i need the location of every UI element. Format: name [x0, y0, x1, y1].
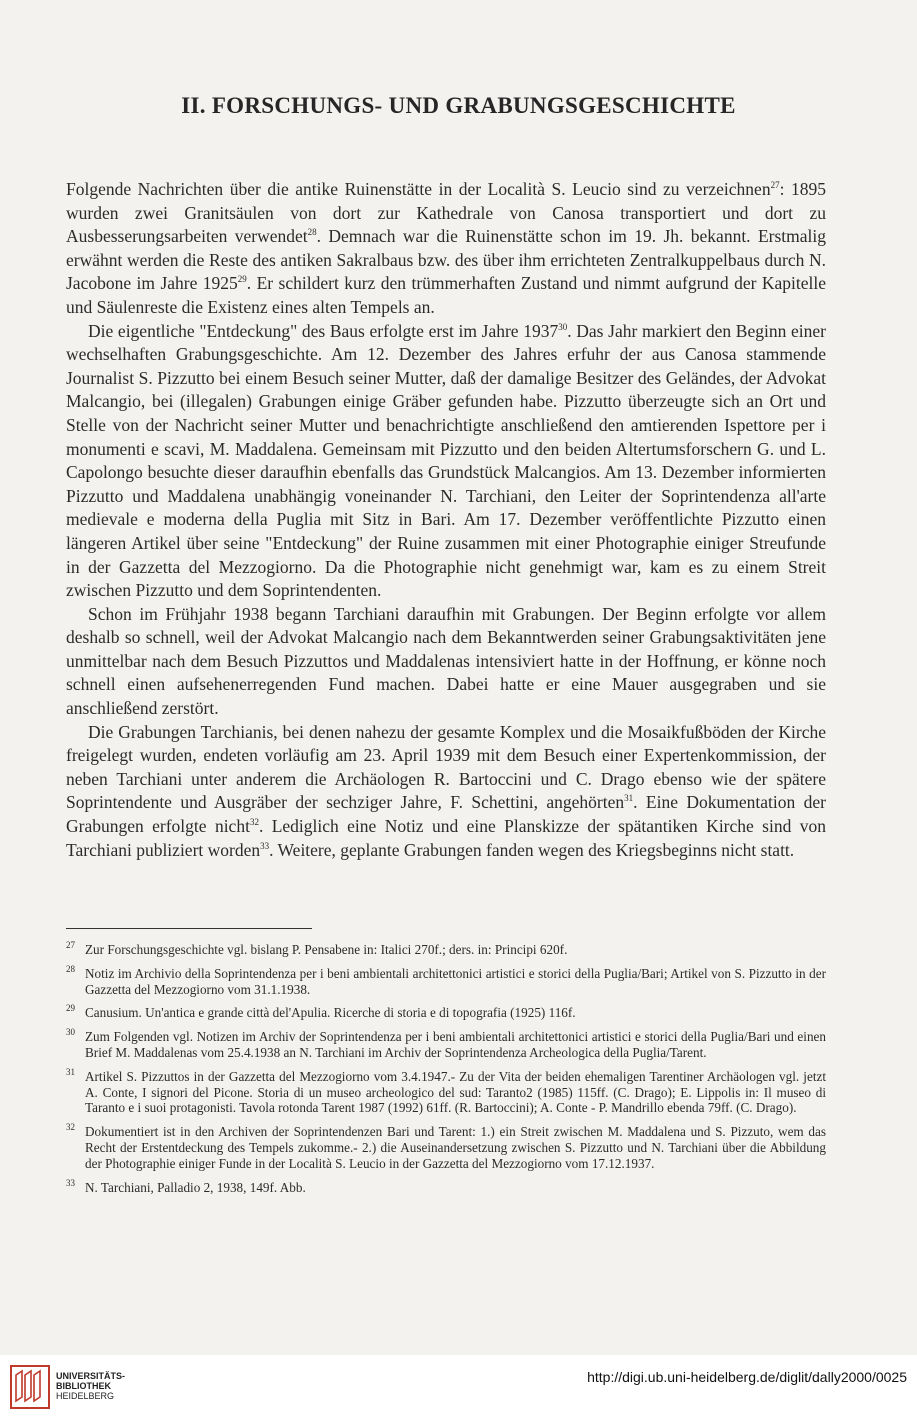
footnote-text: Artikel S. Pizzuttos in der Gazzetta del Mezzogiorno vom 3.4.1947.- Zu der Vita der beiden ehemaligen Tarentiner Archäologen vgl. jetzt A. Conte, I signori del Picone. Storia di un museo archeologico del sud: Taranto2 (1985) 115ff. (C. Drago); E. Lippolis in: Il museo di Taranto e i suoi protagonisti. Tavola rotonda Tarent 1987 (1992) 61ff. (R. Bartoccini); A. Conte - P. Mandrillo ebenda 79ff. (C. Drago). [85, 1068, 826, 1116]
university-library-logo-icon [10, 1365, 50, 1409]
footnote-reference: 31 [624, 793, 634, 804]
paragraph: Die eigentliche "Entdeckung" des Baus erfolgte erst im Jahre 1937$^{30}$. Das Jahr markiert den Beginn einer wechselhaften Grabungsgeschichte. Am 12. Dezember des Jahres erfuhr der aus Canosa stammende Journalist S. Pizzutto bei einem Besuch seiner Mutter, daß der damalige Besitzer des Geländes, der Advokat Malcangio, bei (illegalen) Grabungen einige Gräber gefunden habe. Pizzutto überzeugte sich an Ort und Stelle von der Nachricht seiner Mutter und benachrichtigte anschließend den amtierenden Ispettore per i monumenti e scavi, M. Maddalena. Gemeinsam mit Pizzutto und den beiden Altertumsforschern G. und L. Capolongo besuchte dieser daraufhin ebenfalls das Grundstück Malcangios. Am 13. Dezember informierten Pizzutto und Maddalena unabhängig voneinander N. Tarchiani, den Leiter der Soprintendenza all'arte medievale e moderna della Puglia mit Sitz in Bari. Am 17. Dezember veröffentlichte Pizzutto einen längeren Artikel über seine "Entdeckung" der Ruine zusammen mit einer Photographie einiger Streufunde in der Gazzetta del Mezzogiorno. Da die Photographie nicht genehmigt war, kam es zu einem Streit zwischen Pizzutto und dem Soprintendenten. [66, 320, 826, 601]
footnote [66, 1177, 826, 1196]
footnote-reference: 27 [770, 180, 780, 191]
body-text [66, 178, 826, 862]
footnote-text: N. Tarchiani, Palladio 2, 1938, 149f. Abb. [85, 1179, 306, 1195]
footnote-divider [66, 928, 312, 929]
footnote-reference: 28 [307, 227, 317, 238]
footnote-reference: 32 [249, 817, 259, 828]
footnote-number: 33 [66, 1177, 75, 1188]
footnote-text: Canusium. Un'antica e grande città del'Apulia. Ricerche di storia e di topografia (1925) 116f. [85, 1005, 576, 1021]
footnote-number: 30 [66, 1027, 75, 1038]
footnote-reference: 30 [558, 321, 568, 332]
footnote-number: 29 [66, 1003, 75, 1014]
paragraph: Folgende Nachrichten über die antike Ruinenstätte in der Località S. Leucio sind zu verzeichnen$^{27}$: 1895 wurden zwei Granitsäulen von dort zur Kathedrale von Canosa transportiert und dort zu Ausbesserungsarbeiten verwendet$^{28}$. Demnach war die Ruinenstätte schon im 19. Jh. bekannt. Erstmalig erwähnt werden die Reste des antiken Sakralbaus bzw. des über ihm errichteten Zentralkuppelbaus durch N. Jacobone im Jahre 1925$^{29}$. Er schildert kurz den trümmerhaften Zustand und nimmt aufgrund der Kapitelle und Säulenreste die Existenz eines alten Tempels an. [66, 179, 826, 317]
footnote-number: 31 [66, 1066, 75, 1077]
permalink-url[interactable]: http://digi.ub.uni-heidelberg.de/diglit/dally2000/0025 [587, 1369, 907, 1385]
footnote [66, 1066, 826, 1116]
chapter-title: II. FORSCHUNGS- UND GRABUNGSGESCHICHTE [181, 93, 736, 118]
paragraph: Die Grabungen Tarchianis, bei denen nahezu der gesamte Komplex und die Mosaikfußböden der Kirche freigelegt wurden, endeten vorläufig am 23. April 1939 mit dem Besuch einer Expertenkommission, der neben Tarchiani unter anderem die Archäologen R. Bartoccini und C. Drago ebenso wie der spätere Soprintendente und Ausgräber der sechziger Jahre, F. Schettini, angehörten$^{31}$. Eine Dokumentation der Grabungen erfolgte nicht$^{32}$. Lediglich eine Notiz und eine Planskizze der spätantiken Kirche sind von Tarchiani publiziert worden$^{33}$. Weitere, geplante Grabungen fanden wegen des Kriegsbeginns nicht statt. [66, 721, 826, 860]
footnote-reference: 33 [260, 840, 270, 851]
footnote-number: 28 [66, 963, 75, 974]
viewer-footer [0, 1355, 917, 1420]
footnote-text: Zum Folgenden vgl. Notizen im Archiv der Soprintendenza per i beni ambientali architettonici artistici e storici della Puglia/Bari und einen Brief M. Maddalenas vom 25.4.1938 an N. Tarchiani im Archiv der Soprintendenza Archeologica della Puglia/Tarent. [85, 1029, 826, 1060]
footnote [66, 1029, 826, 1061]
footnotes [66, 942, 826, 1203]
footnote [66, 942, 826, 958]
footnote-text: Dokumentiert ist in den Archiven der Soprintendenzen Bari und Tarent: 1.) ein Streit zwischen M. Maddalena und S. Pizzuto, wem das Recht der Erstentdeckung des Tempels zukomme.- 2.) die Auseinandersetzung zwischen S. Pizzutto und N. Tarchiani über die Abbildung der Photographie einiger Funde in der Località S. Leucio in der Gazzetta del Mezzogiorno vom 17.12.1937. [85, 1124, 826, 1171]
library-name-line: UNIVERSITÄTS- [56, 1371, 126, 1381]
footnote [66, 1124, 826, 1171]
library-name-line: BIBLIOTHEK [56, 1381, 111, 1391]
paragraph: Schon im Frühjahr 1938 begann Tarchiani daraufhin mit Grabungen. Der Beginn erfolgte vor allem deshalb so schnell, weil der Advokat Malcangio nach dem Bekanntwerden seiner Grabungsaktivitäten jene unmittelbar nach dem Besuch Pizzuttos und Maddalenas intensiviert hatte in der Hoffnung, er könne noch schnell einen aufsehenerregenden Fund machen. Dabei hatte er eine Mauer ausgegraben und sie anschließend zerstört. [66, 603, 826, 719]
footnote-number: 32 [66, 1122, 75, 1133]
library-name-line: HEIDELBERG [56, 1391, 115, 1401]
footnote-text: Notiz im Archivio della Soprintendenza per i beni ambientali architettonici artistici e storici della Puglia/Bari; Artikel von S. Pizzutto in der Gazzetta del Mezzogiorno vom 31.1.1938. [85, 965, 826, 997]
footnote [66, 1005, 826, 1021]
footnote-number: 27 [66, 940, 75, 950]
library-name [56, 1371, 125, 1401]
footnote-reference: 29 [237, 274, 247, 285]
footnote [66, 963, 826, 998]
footnote-text: Zur Forschungsgeschichte vgl. bislang P. Pensabene in: Italici 270f.; ders. in: Principi 620f. [85, 942, 568, 957]
